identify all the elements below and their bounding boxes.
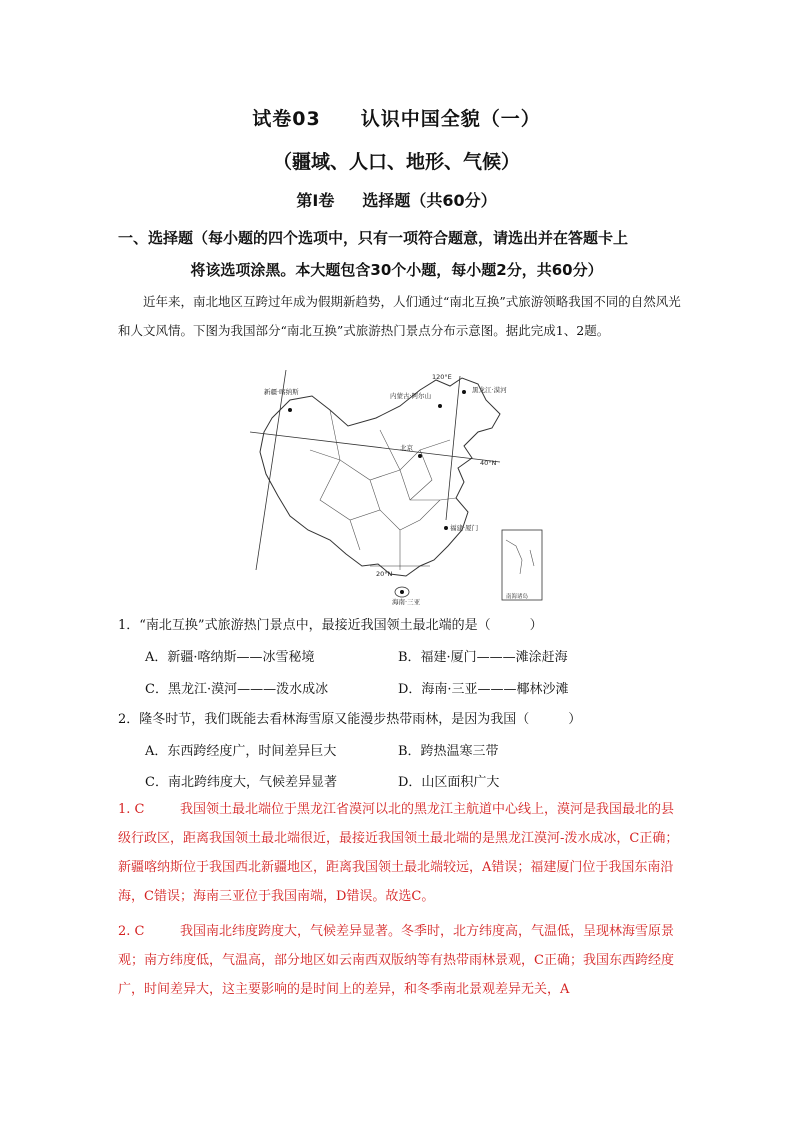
marker-hainan xyxy=(400,590,404,594)
marker-beijing xyxy=(418,454,422,458)
label-beijing: 北京 xyxy=(400,444,413,452)
label-lon-120: 120°E xyxy=(432,373,452,381)
marker-neimeng xyxy=(438,404,442,408)
south-sea-inset xyxy=(502,530,542,600)
question-2-option-a: A．东西跨经度广，时间差异巨大 xyxy=(145,744,337,759)
marker-fujian xyxy=(444,526,448,530)
marker-heilongjiang xyxy=(462,390,466,394)
label-heilongjiang: 黑龙江·漠河 xyxy=(472,386,507,394)
parallel-40 xyxy=(250,432,500,462)
answer-2 xyxy=(118,917,684,1004)
question-2-option-b: B．跨热温寒三带 xyxy=(398,744,499,759)
answer-2-label: 2. C xyxy=(118,924,145,939)
question-1-stem: 1．“南北互换”式旅游热门景点中，最接近我国领土最北端的是（ ） xyxy=(118,618,543,633)
section-heading-line2: 将该选项涂黑。本大题包含30个小题，每小题2分，共60分） xyxy=(190,261,603,279)
question-2-option-c: C．南北跨纬度大，气候差异显著 xyxy=(145,775,337,790)
part-title: 选择题（共60分） xyxy=(362,191,497,210)
diagonal-line xyxy=(256,370,286,570)
answer-2-text: 我国南北纬度跨度大，气候差异显著。冬季时，北方纬度高，气温低，呈现林海雪原景观；南方纬度低，气温高，部分地区如云南西双版纳等有热带雨林景观，C正确；我国东西跨经度广，时间差异大，这主要影响的是时间上的差异，和冬季南北景观差异无关，A xyxy=(118,924,675,997)
answer-1-text: 我国领土最北端位于黑龙江省漠河以北的黑龙江主航道中心线上，漠河是我国最北的县级行政区，距离我国领土最北端很近，最接近我国领土最北端的是黑龙江漠河-泼水成冰，C正确；新疆喀纳斯位于我国西北新疆地区，距离我国领土最北端较远，A错误；福建厦门位于我国东南沿海，C错误；海南三亚位于我国南端，D错误。故选C。 xyxy=(118,802,679,904)
intro-paragraph: 近年来，南北地区互跨过年成为假期新趋势，人们通过“南北互换”式旅游领略我国不同的自然风光和人文风情。下图为我国部分“南北互换”式旅游热门景点分布示意图。据此完成1、2题。 xyxy=(118,294,681,338)
label-neimeng: 内蒙古·阿尔山 xyxy=(390,392,432,400)
label-xinjiang: 新疆·喀纳斯 xyxy=(264,388,299,396)
label-hainan: 海南·三亚 xyxy=(392,598,421,606)
section-heading-line1: 一、选择题（每小题的四个选项中，只有一项符合题意，请选出并在答题卡上 xyxy=(118,229,629,247)
marker-xinjiang xyxy=(288,408,292,412)
label-lat-20: 20°N xyxy=(376,570,393,578)
question-2-option-d: D．山区面积广大 xyxy=(398,775,500,790)
part-heading xyxy=(0,188,793,211)
question-1-option-c: C．黑龙江·漠河———泼水成冰 xyxy=(145,682,329,697)
question-1-option-b: B．福建·厦门———滩涂赶海 xyxy=(398,650,568,665)
label-lat-40: 40°N xyxy=(480,459,497,467)
part-label: 第Ⅰ卷 xyxy=(296,191,335,210)
answer-1-label: 1. C xyxy=(118,802,145,817)
question-2-stem: 2．隆冬时节，我们既能去看林海雪原又能漫步热带雨林，是因为我国（ ） xyxy=(118,712,582,727)
label-fujian: 福建·厦门 xyxy=(450,524,479,532)
exam-title: 试卷03 认识中国全貌（一） xyxy=(252,108,541,130)
question-1-option-d: D．海南·三亚———椰林沙滩 xyxy=(398,682,569,697)
label-inset: 南海诸岛 xyxy=(506,594,529,600)
china-tourism-map xyxy=(250,370,546,608)
province-lines xyxy=(310,410,456,570)
answer-1 xyxy=(118,795,684,911)
exam-subtitle: （疆域、人口、地形、气候） xyxy=(272,151,520,173)
china-outline xyxy=(260,378,500,576)
question-1-option-a: A．新疆·喀纳斯——冰雪秘境 xyxy=(145,650,315,665)
